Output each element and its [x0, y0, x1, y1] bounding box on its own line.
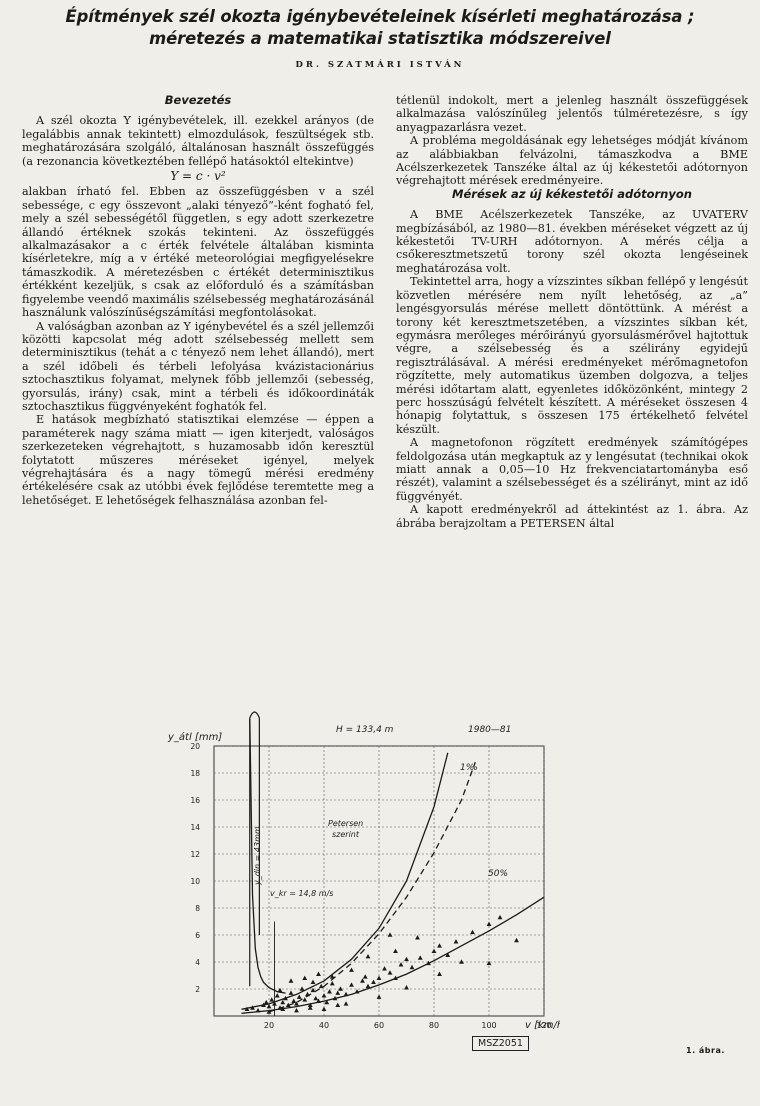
data-point	[302, 997, 307, 1001]
fifty-percent-label: 50%	[488, 869, 509, 879]
figure-1	[160, 710, 560, 1070]
y-tick-label: 18	[190, 769, 200, 778]
data-point	[349, 968, 354, 972]
data-point	[404, 957, 409, 961]
data-point	[382, 966, 387, 970]
right-column	[396, 94, 748, 530]
data-point	[344, 992, 349, 996]
ymax-label: y_din = 43mm	[253, 826, 262, 885]
data-point	[338, 986, 343, 990]
height-label: H = 133,4 m	[336, 725, 394, 735]
data-point	[377, 995, 382, 999]
data-point	[487, 922, 492, 926]
data-point	[393, 949, 398, 953]
figure-caption: 1. ábra.	[686, 1046, 725, 1055]
data-point	[278, 988, 283, 992]
data-point	[388, 970, 393, 974]
data-point	[459, 959, 464, 963]
data-point	[415, 935, 420, 939]
data-point	[360, 978, 365, 982]
data-point	[322, 1007, 327, 1011]
x-axis-label: v [km/	[525, 1020, 557, 1031]
section-heading-intro: Bevezetés	[164, 93, 232, 107]
stamp: MSZ2051	[472, 1036, 529, 1051]
section-heading-measurements: Mérések az új kékestetői adótornyon	[452, 186, 692, 201]
paragraph: A probléma megoldásának egy lehetséges módját kívánom az alábbiakban felvázolni, támaszkodva a BME Acélszerkezetek Tanszéke által az új kékestetői adótornyon végrehajtott mérések eredményeire.	[396, 134, 748, 188]
y-tick-label: 12	[190, 850, 200, 859]
paragraph: A kapott eredményekről ad áttekintést az 1. ábra. Az ábrába berajzoltam a PETERSEN által	[396, 503, 748, 530]
data-point	[454, 939, 459, 943]
data-point	[294, 1008, 299, 1012]
data-point	[327, 989, 332, 993]
vcr-label: v_kr = 14,8 m/s	[270, 889, 334, 898]
data-point	[289, 990, 294, 994]
paragraph: alakban írható fel. Ebben az összefüggésben v a szél sebessége, c egy összevont „alaki tényező”-ként fogható fel, mely a szél sebességétől független, s egy adott szerkezetre állandó értéknek szokás tekinteni. Az összefüggés alkalmazásakor a c érték felvétele általában kisminta kísérletekre, míg a v értéké meteorológiai megfigyelésekre támaszkodik. A méretezésben c értékét determinisztikus értékként kezeljük, s csak az előforduló és a számításban figyelembe veendő maximális szélsebesség meghatározásánál használunk valószínűségszámítási megfontolásokat.	[22, 185, 374, 320]
data-point	[388, 932, 393, 936]
y-tick-label: 20	[190, 742, 200, 751]
chart-lines	[242, 712, 545, 1016]
chart-grid	[214, 746, 544, 1016]
x-tick-label: 40	[318, 1021, 330, 1030]
data-point	[297, 995, 302, 999]
data-point	[366, 954, 371, 958]
article-title	[20, 6, 740, 50]
data-point	[335, 1003, 340, 1007]
data-point	[363, 974, 368, 978]
chart-ticks	[190, 742, 551, 1030]
y-tick-label: 14	[190, 823, 200, 832]
data-point	[269, 997, 274, 1001]
y-tick-label: 8	[195, 904, 200, 913]
data-point	[344, 1001, 349, 1005]
data-point	[330, 981, 335, 985]
data-point	[289, 978, 294, 982]
data-point	[410, 965, 415, 969]
data-point	[300, 986, 305, 990]
data-point	[311, 988, 316, 992]
x-tick-label: 20	[263, 1021, 275, 1030]
y-axis-label: y_átl [mm]	[168, 732, 223, 743]
data-point	[275, 993, 280, 997]
years-label: 1980—81	[468, 725, 512, 735]
x-tick-label: 120	[536, 1021, 552, 1030]
y-tick-label: 6	[195, 931, 200, 940]
data-point	[404, 985, 409, 989]
paragraph: E hatások megbízható statisztikai elemzése — éppen a paraméterek nagy száma miatt — igen kiterjedt, valóságos szerkezeteken végrehajtott, s huzamosabb időn keresztül folytatott műszeres méréseket igényel, melyek végrehajtására és a nagy tömegű mérési eredmény értékelésére csak az utóbbi évek fejlődése teremtette meg a lehetőséget. E lehetőségek felhasználása azonban fel-	[22, 413, 374, 507]
data-point	[335, 990, 340, 994]
author: DR. SZATMÁRI ISTVÁN	[295, 60, 465, 70]
petersen-curve	[269, 762, 475, 1012]
title-line-2: méretezés a matematikai statisztika módszereivel	[149, 29, 611, 48]
data-point	[313, 996, 318, 1000]
paragraph: A magnetofonon rögzített eredmények számítógépes feldolgozása után megkaptuk az y lengésutat (technikai okok miatt annak a 0,05—10 Hz frekvenciatartományba eső részét), valamint a szélsebességet és a szélirányt, mint az idő függvényét.	[396, 436, 748, 503]
data-point	[280, 1000, 285, 1004]
y-tick-label: 16	[190, 796, 200, 805]
data-point	[399, 962, 404, 966]
data-point	[349, 982, 354, 986]
x-tick-label: 100	[481, 1021, 497, 1030]
data-point	[316, 972, 321, 976]
y-tick-label: 4	[195, 958, 200, 967]
data-point	[322, 993, 327, 997]
paragraph: Tekintettel arra, hogy a vízszintes síkban fellépő y lengésút közvetlen mérésére nem nyílt lehetőség, az „a” lengésgyorsulás mérése mellett döntöttünk. A mérést a torony két keresztmetszetében, a vízszintes síkban két, egymásra merőleges mérőirányú gyorsulásmérővel hajtottuk végre, a szélsebesség és a szélirány egyidejű regisztrálásával. A mérési eredményeket mérőmagnetofon rögzítette, mely automatikus üzemben dolgozva, a teljes mérési időtartam alatt, egyenletes időközönként, mintegy 2 perc hosszúságú felvételt készített. A méréseket összesen 4 hónapig folytattuk, s összesen 175 értékelhető felvétel készült.	[396, 275, 748, 436]
data-point	[432, 949, 437, 953]
x-tick-label: 80	[428, 1021, 440, 1030]
data-point	[366, 984, 371, 988]
title-line-1: Építmények szél okozta igénybevételeinek kísérleti meghatározása ;	[65, 7, 695, 26]
data-point	[264, 1000, 269, 1004]
paragraph: tétlenül indokolt, mert a jelenleg használt összefüggések alkalmazása valószínűleg jelentős túlméretezésre, s így anyagpazarlásra vezet.	[396, 94, 748, 134]
data-point	[498, 915, 503, 919]
paragraph: A BME Acélszerkezetek Tanszéke, az UVATERV megbízásából, az 1980—81. években méréseket végzett az új kékestetői TV-URH adótornyon. A mérés célja a csőkeresztmetszetű torony szél okozta lengéseinek meghatározása volt.	[396, 208, 748, 275]
y-tick-label: 2	[195, 985, 200, 994]
data-point	[470, 930, 475, 934]
data-point	[302, 976, 307, 980]
data-point	[418, 955, 423, 959]
data-point	[437, 943, 442, 947]
data-point	[487, 961, 492, 965]
paragraph: A szél okozta Y igénybevételek, ill. ezekkel arányos (de legalábbis annak tekintett) elmozdulások, feszültségek stb. meghatározására szolgáló, általánosan használt összefüggés (a rezonancia következtében fellépő hatásoktól eltekintve)	[22, 114, 374, 168]
data-point	[437, 972, 442, 976]
petersen-label: Petersen	[328, 819, 364, 828]
data-point	[377, 976, 382, 980]
data-point	[305, 992, 310, 996]
permille-label: 1‰	[460, 763, 478, 773]
paragraph: A valóságban azonban az Y igénybevétel és a szél jellemzői közötti kapcsolat még adott szélsebesség mellett sem determinisztikus (tehát a c tényező nem lehet állandó), mert a szél időbeli és térbeli lefolyása kvázistacionárius sztochasztikus folyamat, melynek főbb jellemzői (sebesség, gyorsulás, irány) csak, mint a térbeli és időkoordináták sztochasztikus függvényeként foghatók fel.	[22, 319, 374, 413]
data-point	[371, 980, 376, 984]
data-point	[514, 938, 519, 942]
x-tick-label: 60	[373, 1021, 385, 1030]
formula: Y = c · v²	[170, 169, 226, 184]
data-point	[291, 999, 296, 1003]
petersen-label-2: szerint	[332, 830, 360, 839]
left-column	[22, 94, 374, 507]
chart	[160, 710, 560, 1070]
y-tick-label: 10	[190, 877, 200, 886]
data-point	[256, 1008, 261, 1012]
data-point	[311, 980, 316, 984]
data-point	[319, 984, 324, 988]
